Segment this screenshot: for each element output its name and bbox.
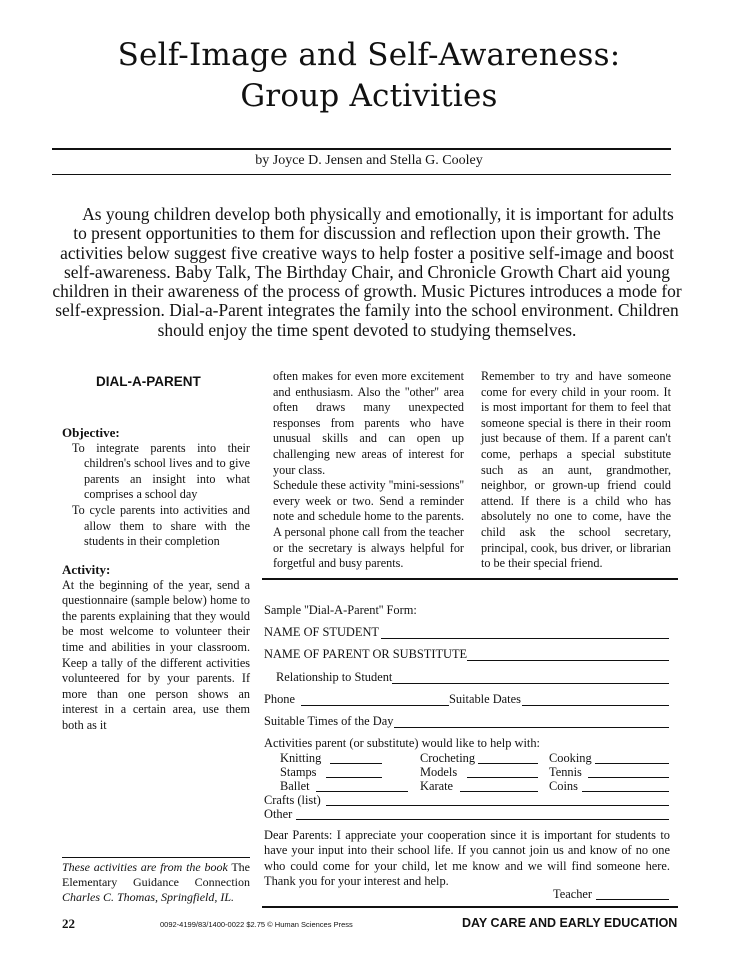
- teacher-label: Teacher: [553, 887, 593, 901]
- other-label: Other: [264, 807, 293, 821]
- relationship-label: Relationship to Student: [276, 670, 393, 684]
- activity-coins-blank[interactable]: [582, 791, 669, 792]
- objective-item-2: To cycle parents into activities and allow them to share with the students in their completion: [72, 502, 250, 549]
- suitable-dates-blank[interactable]: [522, 705, 669, 706]
- activity-knitting-label: Knitting: [280, 751, 322, 765]
- activity-coins-label: Coins: [549, 779, 578, 793]
- page-title-line2: Group Activities: [240, 78, 498, 114]
- activity-cooking-blank[interactable]: [595, 763, 669, 764]
- activity-tennis-blank[interactable]: [588, 777, 669, 778]
- byline: by Joyce D. Jensen and Stella G. Cooley: [255, 153, 483, 168]
- crafts-blank[interactable]: [326, 805, 669, 806]
- objective-item-1: To integrate parents into their children's school lives and to give parents an insight into what comprises a school day: [72, 440, 250, 502]
- activity-karate-blank[interactable]: [460, 791, 538, 792]
- phone-blank[interactable]: [301, 705, 449, 706]
- activity-tennis-label: Tennis: [549, 765, 582, 779]
- activity-block: [62, 562, 250, 734]
- activity-ballet-blank[interactable]: [316, 791, 408, 792]
- source-note-rule: [62, 857, 250, 858]
- right-col-paragraph-1: Remember to try and have someone come for every child in your room. It is most important for them to feel that someone special is there in their room just because of them. If a parent can't come, perhaps a special substitute such as an aunt, grandmother, neighbor, or grown-up friend could attend. If there is a child who has absolutely no one to come, have the child ask the school secretary, principal, cook, bus driver, or librarian to be their special friend.: [481, 369, 671, 571]
- journal-name: DAY CARE AND EARLY EDUCATION: [462, 916, 678, 930]
- parent-letter: Dear Parents: I appreciate your cooperation since it is important for students to have your input into their school life. If you cannot join us and know of no one who could come for your child, let me know and we will find someone here. Thank you for your interest and help.: [264, 828, 670, 889]
- activity-label: Activity:: [62, 562, 111, 577]
- activity-crocheting-blank[interactable]: [478, 763, 538, 764]
- source-note-italic2: Charles C. Thomas, Springfield, IL.: [62, 890, 235, 904]
- crafts-label: Crafts (list): [264, 793, 321, 807]
- middle-col-paragraph-2: Schedule these activity ''mini-sessions'' every week or two. Send a reminder note and schedule home to the parents. A personal phone call from the teacher or the secretary is always helpful for forgetful and busy parents.: [273, 478, 464, 571]
- source-note-italic1: These activities are from the book: [62, 860, 228, 874]
- suitable-dates-label: Suitable Dates: [449, 692, 521, 706]
- activity-ballet-label: Ballet: [280, 779, 310, 793]
- objective-label: Objective:: [62, 425, 120, 440]
- catalog-line: 0092-4199/83/1400-0022 $2.75 © Human Sciences Press: [160, 920, 353, 929]
- section-heading: DIAL-A-PARENT: [96, 374, 201, 389]
- relationship-blank[interactable]: [392, 683, 669, 684]
- sample-form: [264, 0, 674, 955]
- activity-models-label: Models: [420, 765, 458, 779]
- form-bottom-rule: [262, 906, 678, 908]
- intro-paragraph: As young children develop both physically and emotionally, it is important for adults to present opportunities to them for discussion and reflection upon their growth. The activities below suggest five creative ways to help foster a positive self-image and boost self-awareness. Baby Talk, The Birthday Chair, and Chronicle Growth Chart aid young children in their awareness of the process of growth. Music Pictures introduces a mode for self-expression. Dial-a-Parent integrates the family into the school environment. Children should enjoy the time spent devoted to studying themselves.: [52, 204, 682, 340]
- activity-text: At the beginning of the year, send a questionnaire (sample below) home to the parents explaining that they would be most welcome to volunteer their time and abilities in your classroom. Keep a tally of the different activities volunteered for by your parents. If more than one person shows an interest in a certain area, use them both as it: [62, 577, 250, 732]
- parent-name-blank[interactable]: [467, 660, 669, 661]
- activities-intro: Activities parent (or substitute) would like to help with:: [264, 736, 540, 750]
- activity-stamps-blank[interactable]: [326, 777, 382, 778]
- other-blank[interactable]: [296, 819, 669, 820]
- middle-col-paragraph-1: often makes for even more excitement and enthusiasm. Also the ''other'' area often draws many unexpected responses from parents who have unusual skills and can open up challenging new areas of interest for your class.: [273, 369, 464, 477]
- parent-name-label: NAME OF PARENT OR SUBSTITUTE: [264, 647, 468, 661]
- student-name-blank[interactable]: [381, 638, 669, 639]
- activity-stamps-label: Stamps: [280, 765, 317, 779]
- page-title-line1: Self-Image and Self-Awareness:: [117, 37, 621, 73]
- activity-cooking-label: Cooking: [549, 751, 592, 765]
- phone-label: Phone: [264, 692, 295, 706]
- source-note-book: The Elementary Guidance Connection: [62, 860, 250, 889]
- suitable-times-blank[interactable]: [394, 727, 669, 728]
- activity-models-blank[interactable]: [467, 777, 538, 778]
- activity-knitting-blank[interactable]: [330, 763, 382, 764]
- source-note: [62, 860, 250, 905]
- teacher-blank[interactable]: [596, 899, 669, 900]
- page-number: 22: [62, 916, 75, 931]
- objective-block: [62, 425, 250, 550]
- student-name-label: NAME OF STUDENT: [264, 625, 379, 639]
- activity-karate-label: Karate: [420, 779, 454, 793]
- suitable-times-label: Suitable Times of the Day: [264, 714, 394, 728]
- form-title: Sample ''Dial-A-Parent'' Form:: [264, 603, 417, 617]
- activity-crocheting-label: Crocheting: [420, 751, 476, 765]
